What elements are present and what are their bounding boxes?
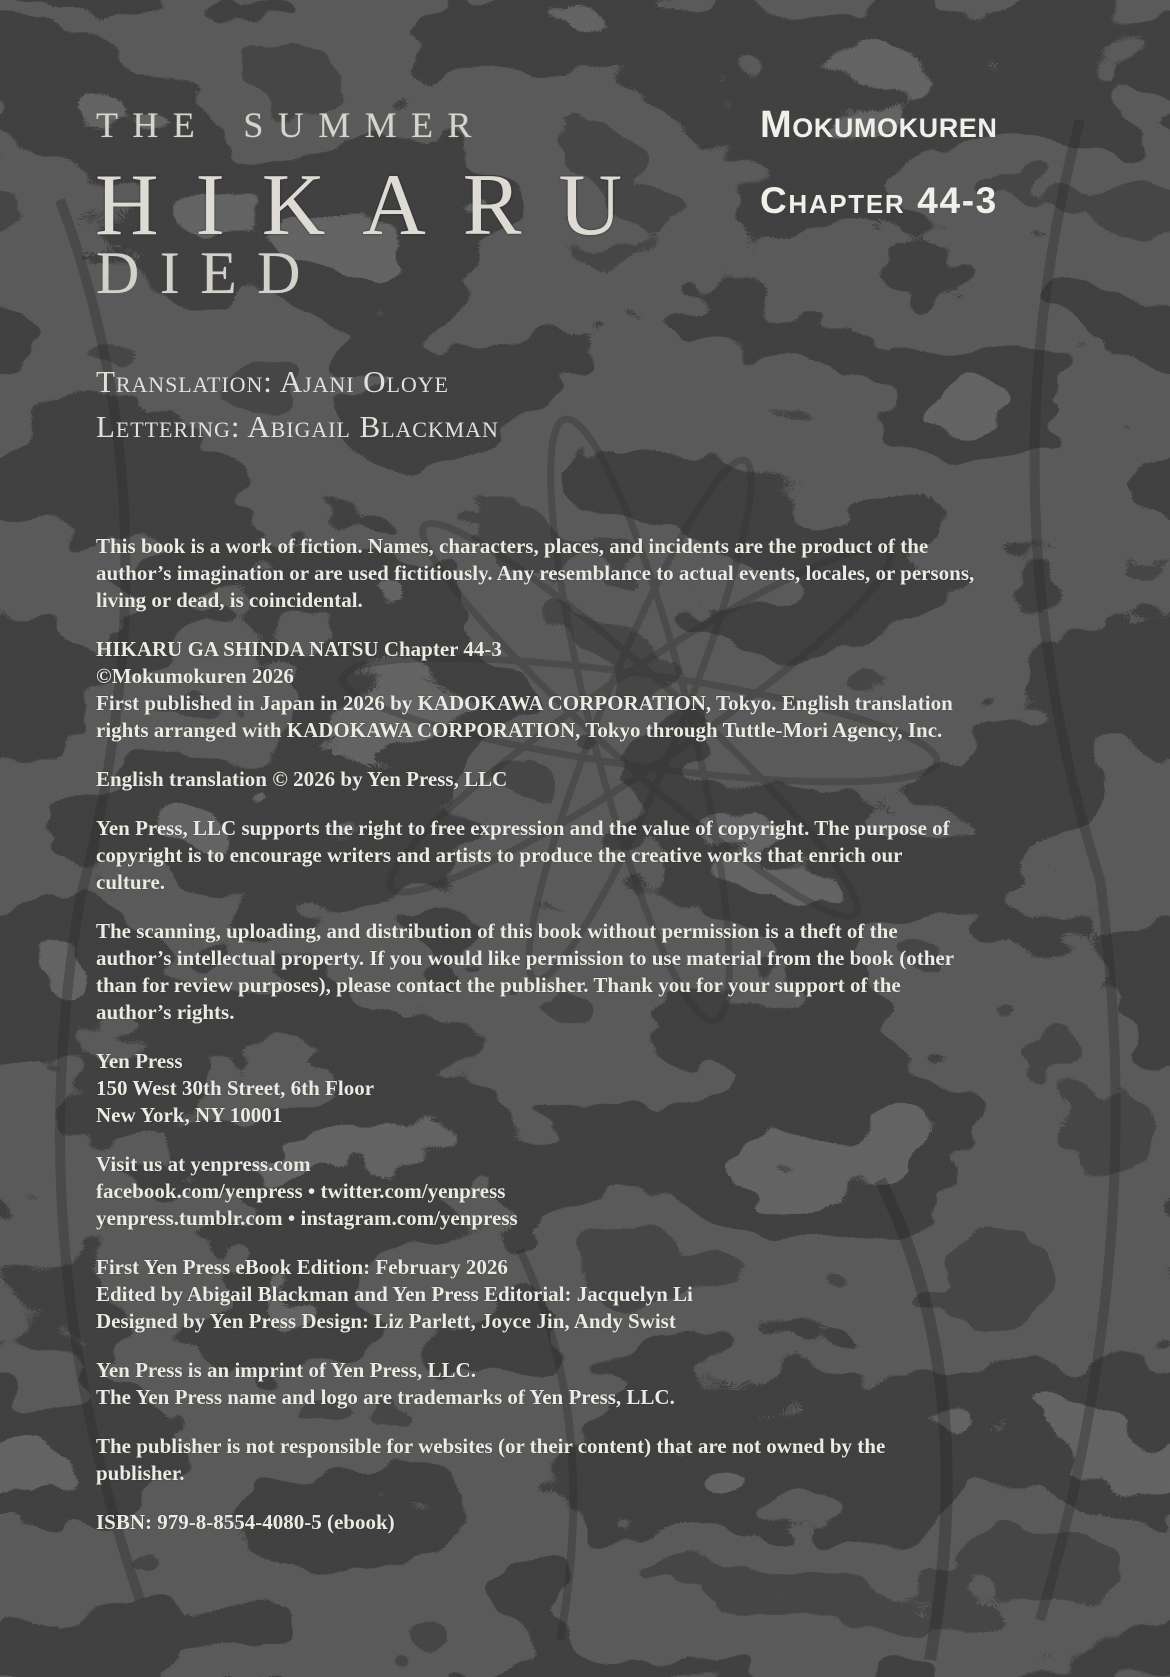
colophon-line: First Yen Press eBook Edition: February 2026: [96, 1255, 508, 1279]
series-logo-died: DIED: [96, 240, 321, 306]
colophon-line: facebook.com/yenpress • twitter.com/yenpress: [96, 1179, 506, 1203]
colophon-line: ©Mokumokuren 2026: [96, 664, 294, 688]
colophon-line: Visit us at yenpress.com: [96, 1152, 311, 1176]
colophon-line: The publisher is not responsible for websites (or their content) that are not owned by the publisher.: [96, 1434, 886, 1485]
colophon-line: Yen Press: [96, 1049, 183, 1073]
colophon-paragraph: [96, 1357, 976, 1411]
colophon-text: [96, 533, 976, 1536]
colophon-paragraph: [96, 1151, 976, 1232]
series-logo-the-summer: THE SUMMER: [96, 105, 486, 145]
author-name: Mokumokuren: [760, 104, 998, 146]
colophon-paragraph: [96, 533, 976, 614]
colophon-paragraph: [96, 1254, 976, 1335]
colophon-paragraph: [96, 1433, 976, 1487]
lettering-credit: Lettering: Abigail Blackman: [96, 409, 499, 444]
colophon-line: ISBN: 979-8-8554-4080-5 (ebook): [96, 1510, 395, 1534]
colophon-paragraph: [96, 918, 976, 1026]
colophon-line: New York, NY 10001: [96, 1103, 283, 1127]
colophon-paragraph: [96, 636, 976, 744]
colophon-line: This book is a work of fiction. Names, characters, places, and incidents are the product of the author’s imagination or are used fictitiously. Any resemblance to actual events, locales, or persons, living or dead, is coincidental.: [96, 534, 975, 612]
colophon-paragraph: [96, 815, 976, 896]
colophon-line: Yen Press, LLC supports the right to free expression and the value of copyright. The purpose of copyright is to encourage writers and artists to produce the creative works that enrich our culture.: [96, 816, 950, 894]
colophon-line: Designed by Yen Press Design: Liz Parlett, Joyce Jin, Andy Swist: [96, 1309, 676, 1333]
translation-credit: Translation: Ajani Oloye: [96, 364, 449, 399]
series-logo-hikaru: HIKARU: [95, 157, 659, 254]
colophon-line: Yen Press is an imprint of Yen Press, LLC.: [96, 1358, 476, 1382]
colophon-line: The Yen Press name and logo are trademarks of Yen Press, LLC.: [96, 1385, 675, 1409]
colophon-line: HIKARU GA SHINDA NATSU Chapter 44-3: [96, 637, 502, 661]
colophon-line: The scanning, uploading, and distribution of this book without permission is a theft of the author’s intellectual property. If you would like permission to use material from the book (other than for review purposes), please contact the publisher. Thank you for your support of the author’s rights.: [96, 919, 954, 1024]
colophon-line: First published in Japan in 2026 by KADOKAWA CORPORATION, Tokyo. English translation rights arranged with KADOKAWA CORPORATION, Tokyo through Tuttle-Mori Agency, Inc.: [96, 691, 953, 742]
colophon-line: English translation © 2026 by Yen Press, LLC: [96, 767, 508, 791]
colophon-line: 150 West 30th Street, 6th Floor: [96, 1076, 375, 1100]
colophon-paragraph: [96, 766, 976, 793]
colophon-line: yenpress.tumblr.com • instagram.com/yenpress: [96, 1206, 518, 1230]
colophon-paragraph: [96, 1048, 976, 1129]
chapter-number: Chapter 44-3: [760, 180, 998, 221]
credits-block: [96, 359, 499, 449]
colophon-paragraph: [96, 1509, 976, 1536]
colophon-line: Edited by Abigail Blackman and Yen Press Editorial: Jacquelyn Li: [96, 1282, 693, 1306]
